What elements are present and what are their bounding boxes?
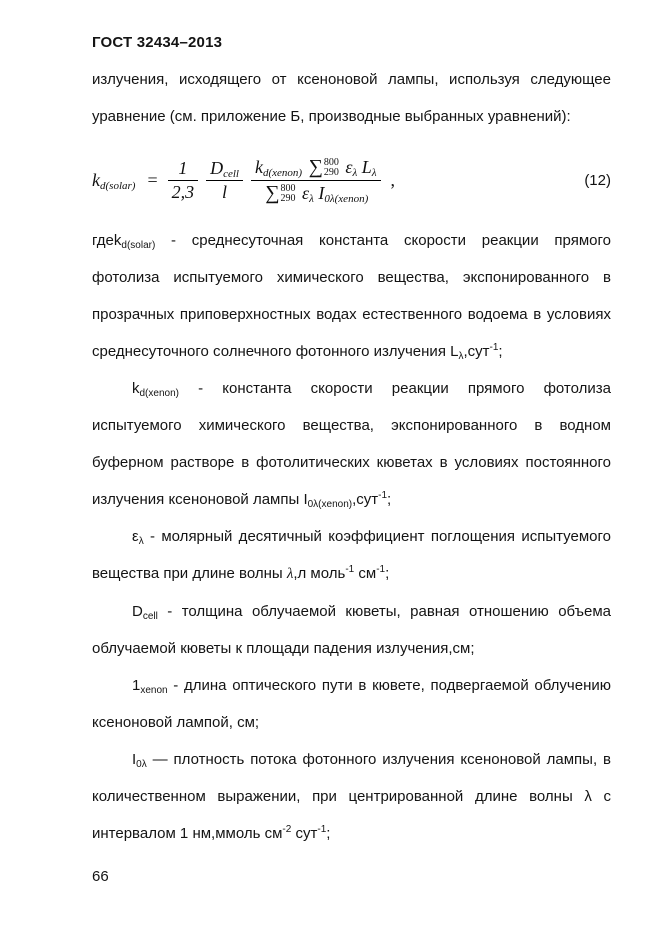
document-title: ГОСТ 32434–2013 — [92, 34, 223, 51]
epsilon-symbol: ε — [302, 183, 310, 203]
L-symbol: L — [361, 157, 372, 177]
sum-upper-limit: 800 — [280, 182, 296, 194]
fraction-2-num-symbol: D — [210, 158, 224, 178]
definition-i-0-lambda: $I_{0\lambda}$ — плотность потока фотонного излучения ксеноновой лампы, в количественном выражении, при центрированной длине волны λ с интервалом 1 нм,ммоль $см^{-2}$ сут$^{-1}$; — [92, 751, 611, 842]
sigma-icon: ∑ — [265, 182, 280, 204]
fraction-2 — [206, 157, 243, 204]
epsilon-subscript: λ — [309, 193, 314, 205]
equation-number: (12) — [584, 172, 611, 189]
fraction-2-num-subscript: cell — [223, 168, 239, 180]
rate-constant-symbol: k — [255, 157, 263, 177]
sum-symbol-numerator — [309, 156, 339, 179]
intro-paragraph: излучения, исходящего от ксеноновой лампы, используя следующее уравнение (см. приложение Б, производные выбранных уравнений): — [92, 71, 611, 125]
formula-lhs-subscript: d(solar) — [100, 180, 136, 192]
fraction-1-numerator: 1 — [178, 158, 188, 178]
formula-lhs — [92, 170, 135, 191]
fraction-3-numerator — [251, 155, 381, 180]
sum-limits — [281, 184, 296, 204]
equals-sign: = — [147, 170, 158, 190]
equation-formula — [92, 155, 395, 206]
definition-epsilon: $\varepsilon_\lambda$ - молярный десятичный коэффициент поглощения испытуемого вещества при длине волны λ,л моль$^{-1}$ $см^{-1}$; — [92, 528, 611, 582]
definition-d-cell: $D_{cell}$ - толщина облучаемой кюветы, равная отношению объема облучаемой кюветы к площади падения излучения,см; — [92, 603, 611, 657]
sigma-icon: ∑ — [308, 156, 323, 178]
sum-lower-limit: 290 — [280, 192, 296, 204]
intensity-symbol: I — [318, 183, 325, 203]
definition-kd-solar: гдеk$_{d(solar)}$ - среднесуточная константа скорости реакции прямого фотолиза испытуемого химического вещества, экспонированного в прозрачных приповерхностных водах естественного водоема в условиях среднесуточного солнечного фотонного излучения $L_\lambda,сут^{-1}$; — [92, 232, 611, 362]
epsilon-symbol: ε — [345, 157, 353, 177]
rate-constant-subscript: d(xenon) — [263, 167, 303, 179]
equation-12-row — [92, 155, 611, 206]
sum-upper-limit: 800 — [323, 156, 339, 168]
sum-lower-limit: 290 — [323, 166, 339, 178]
fraction-1-denominator: 2,3 — [168, 180, 199, 204]
definition-l-xenon: $1_{xenon}$ - длина оптического пути в кювете, подвергаемой облучению ксеноновой лампой, см; — [92, 677, 611, 731]
L-subscript: λ — [371, 167, 377, 179]
formula-comma: , — [390, 170, 395, 190]
fraction-1 — [168, 157, 199, 204]
fraction-3-denominator — [251, 180, 381, 206]
fraction-2-numerator — [206, 157, 243, 180]
formula-lhs-symbol: k — [92, 170, 100, 190]
fraction-2-denominator: l — [206, 180, 243, 204]
intensity-subscript: 0λ(xenon) — [324, 193, 369, 205]
epsilon-subscript: λ — [352, 167, 358, 179]
page-number: 66 — [92, 868, 109, 885]
sum-symbol-denominator — [265, 182, 295, 205]
sum-limits — [324, 158, 339, 178]
definition-kd-xenon: $k_{d(xenon)}$ - константа скорости реакции прямого фотолиза испытуемого химического вещества, экспонированного в водном буферном растворе в фотолитических кюветах в условиях постоянного излучения ксеноновой лампы $I_{0\lambda(xenon)},сут^{-1}$; — [92, 380, 611, 510]
fraction-3 — [251, 155, 381, 206]
